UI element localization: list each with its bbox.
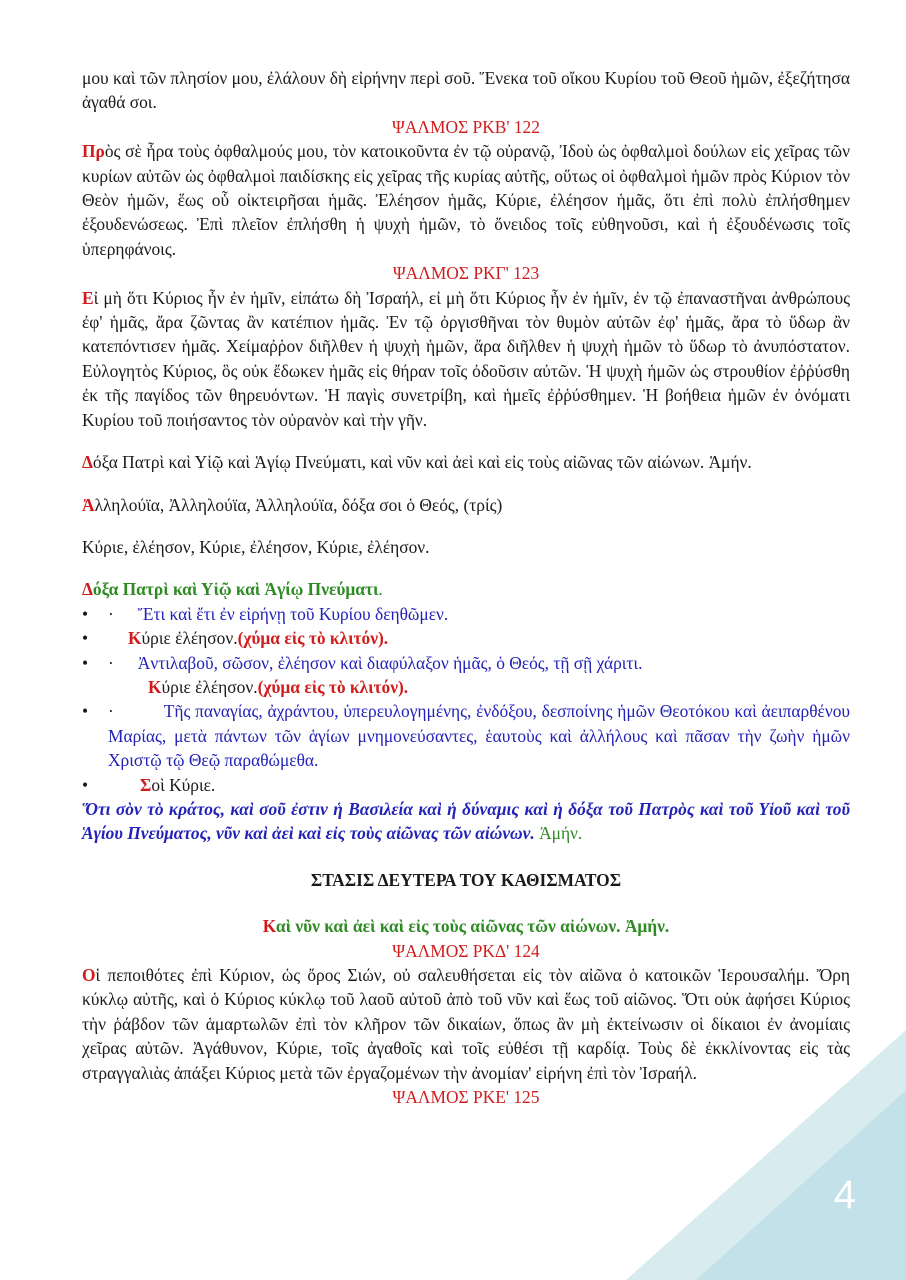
doxa-paragraph [82,450,850,474]
kai-nyn-line [82,914,850,938]
doxa-short-body: όξα Πατρὶ καὶ Υἱῷ καὶ Ἁγίῳ Πνεύματι [92,579,379,600]
initial-second-letter: ρ [95,141,105,162]
litany-mark: · [108,701,114,722]
kyrie-response: ύριε ἐλέησον. [141,628,238,649]
rubric-text: (χύμα εἰς τὸ κλιτόν). [237,628,389,649]
psalm-124-title: ΨΑΛΜΟΣ ΡΚΔ' 124 [392,940,540,961]
psalm-123-title: ΨΑΛΜΟΣ ΡΚΓ' 123 [392,263,540,284]
psalm-122-body: ὸς σὲ ἦρα τοὺς ὀφθαλμούς μου, τὸν κατοικοῦντα ἐν τῷ οὐρανῷ, Ἰδοὺ ὡς ὀφθαλμοὶ δούλων εἰς χεῖρας τῶν κυρίων αὐτῶν ὡς ὀφθαλμοὶ παιδίσκης εἰς χεῖρας τῆς κυρίας αὐτῆς, οὕτως οἱ ὀφθαλμοὶ ἡμῶν πρὸς Κύριον τὸν Θεὸν ἡμῶν, ἕως οὗ οἰκτειρῆσαι ἡμᾶς. Ἐλέησον ἡμᾶς, Κύριε, ἐλέησον ἡμᾶς, ὅτι ἐπὶ πολὺ ἐπλήσθημεν ἐξουδενώσεως. Ἐπὶ πλεῖον ἐπλήσθη ἡ ψυχὴ ἡμῶν, τὸ ὄνειδος τοῖς εὐθηνοῦσι, καὶ ἡ ἐξουδένωσις τοῖς ὑπερηφάνοις. [82,141,850,259]
doxa-body: όξα Πατρὶ καὶ Υἱῷ καὶ Ἁγίῳ Πνεύματι, καὶ νῦν καὶ ἀεὶ καὶ εἰς τοὺς αἰῶνας τῶν αἰώνων. Ἀμήν. [92,452,752,473]
litany-mark: · [108,652,114,673]
ekphonesis-text: Ὅτι σὸν τὸ κράτος, καὶ σοῦ ἐστιν ἡ Βασιλεία καὶ ἡ δύναμις καὶ ἡ δόξα τοῦ Πατρὸς καὶ τοῦ Υἱοῦ καὶ τοῦ Ἁγίου Πνεύματος, νῦν καὶ ἀεὶ καὶ εἰς τοὺς αἰῶνας τῶν αἰώνων. [82,798,850,844]
psalm-125-title: ΨΑΛΜΟΣ ΡΚΕ' 125 [392,1087,540,1108]
litany-petition: Ἔτι καὶ ἔτι ἐν εἰρήνῃ τοῦ Κυρίου δεηθῶμεν. [137,603,449,624]
doxa-short-period: . [378,579,383,600]
alleluia-line [82,493,850,517]
psalm-123-text [82,286,850,432]
page-number: 4 [833,1173,856,1217]
psalm-122-title: ΨΑΛΜΟΣ ΡΚΒ' 122 [392,116,540,137]
drop-initial: Κ [262,916,276,937]
ekphonesis-amen: Ἀμήν. [539,823,583,844]
kyrie-response-line [82,675,850,699]
litany-commemoration: Τῆς παναγίας, ἀχράντου, ὑπερευλογημένης, ἐνδόξου, δεσποίνης ἡμῶν Θεοτόκου καὶ ἀειπαρθένου Μαρίας, μετὰ πάντων τῶν ἁγίων μνημονεύσαντες, ἑαυτοὺς καὶ ἀλλήλους καὶ πᾶσαν τὴν ζωὴν ἡμῶν Χριστῷ τῷ Θεῷ παραθώμεθα. [108,701,850,771]
page-body [82,66,850,1109]
drop-initial: Δ [82,452,93,473]
drop-initial: Ο [82,965,96,985]
litany-list [82,602,850,675]
drop-initial: Ε [82,287,94,308]
drop-initial: Σ [140,774,152,795]
drop-initial: Δ [82,579,93,600]
doxa-short-line [82,577,850,601]
corner-decoration [626,1030,906,1280]
psalm-122-text [82,139,850,261]
list-item [82,651,850,675]
litany-petition: Ἀντιλαβοῦ, σῶσον, ἐλέησον καὶ διαφύλαξον ἡμᾶς, ὁ Θεός, τῇ σῇ χάριτι. [137,652,643,673]
drop-initial: Κ [128,628,142,649]
litany-mark: · [108,603,114,624]
rubric-text: (χύμα εἰς τὸ κλιτόν). [257,676,409,697]
alleluia-body: λληλούϊα, Ἀλληλούϊα, Ἀλληλούϊα, δόξα σοι ὁ Θεός, (τρίς) [94,494,503,515]
kyrie-response: ύριε ἐλέησον. [161,676,258,697]
drop-initial: Π [82,141,96,162]
stasis-heading: ΣΤΑΣΙΣ ΔΕΥΤΕΡΑ ΤΟΥ ΚΑΘΙΣΜΑΤΟΣ [310,869,622,890]
psalm-123-body: ἰ μὴ ὅτι Κύριος ἦν ἐν ἡμῖν, εἰπάτω δὴ Ἰσραήλ, εἰ μὴ ὅτι Κύριος ἦν ἐν ἡμῖν, ἐν τῷ ἐπαναστῆναι ἀνθρώπους ἐφ' ἡμᾶς, ἄρα ζῶντας ἂν κατέπιον ἡμᾶς. Ἐν τῷ ὀργισθῆναι τὸν θυμὸν αὐτῶν ἐφ' ἡμᾶς, ἄρα τὸ ὕδωρ ἂν κατεπόντισεν ἡμᾶς. Χείμαῤῥον διῆλθεν ἡ ψυχὴ ἡμῶν, ἄρα διῆλθεν ἡ ψυχὴ ἡμῶν τὸ ὕδωρ τὸ ἀνυπόστατον. Εὐλογητὸς Κύριος, ὃς οὐκ ἔδωκεν ἡμᾶς εἰς θήραν τοῖς ὀδοῦσιν αὐτῶν. Ἡ ψυχὴ ἡμῶν ὡς στρουθίον ἐῤῥύσθη ἐκ τῆς παγίδος τῶν θηρευόντων. Ἡ παγὶς συνετρίβη, καὶ ἡμεῖς ἐῤῥύσθημεν. Ἡ βοήθεια ἡμῶν ἐν ὀνόματι Κυρίου τοῦ ποιήσαντος τὸν οὐρανὸν καὶ τὴν γῆν. [82,287,850,430]
drop-initial: Κ [148,676,162,697]
intro-paragraph: μου καὶ τῶν πλησίον μου, ἐλάλουν δὴ εἰρήνην περὶ σοῦ. Ἕνεκα τοῦ οἴκου Κυρίου τοῦ Θεοῦ ἡμῶν, ἐξεζήτησα ἀγαθά σοι. [82,68,850,113]
kyrie-triple-line: Κύριε, ἐλέησον, Κύριε, ἐλέησον, Κύριε, ἐλέησον. [82,536,430,557]
psalm-124-body: ἱ πεποιθότες ἐπὶ Κύριον, ὡς ὄρος Σιών, οὐ σαλευθήσεται εἰς τὸν αἰῶνα ὁ κατοικῶν Ἱερουσαλήμ. Ὄρη κύκλῳ αὐτῆς, καὶ ὁ Κύριος κύκλῳ τοῦ λαοῦ αὐτοῦ ἀπὸ τοῦ νῦν καὶ ἕως τοῦ αἰῶνος. Ὅτι οὐκ ἀφήσει Κύριος τὴν ῥάβδον τῶν ἁμαρτωλῶν ἐπὶ τὸν κλῆρον τῶν δικαίων, ὅπως ἂν μὴ ἐκτείνωσιν οἱ δίκαιοι ἐν ἀνομίαις χεῖρας αὐτῶν. Ἀγάθυνον, Κύριε, τοῖς ἀγαθοῖς καὶ τοῖς εὐθέσι τῇ καρδίᾳ. Τοὺς δὲ ἐκκλίνοντας εἰς τὰς στραγγαλιὰς ἀπάξει Κύριος μετὰ τῶν ἐργαζομένων τὴν ἀνομίαν' εἰρήνη ἐπὶ τὸν Ἰσραήλ. [82,965,850,1083]
kai-nyn-body: αὶ νῦν καὶ ἀεὶ καὶ εἰς τοὺς αἰῶνας τῶν αἰώνων. Ἀμήν. [275,916,670,937]
list-item [82,699,850,772]
drop-initial: Ἀ [82,494,95,515]
litany-list-continued [82,699,850,797]
soi-kyrie-response: οὶ Κύριε. [151,774,216,795]
list-item [82,773,850,797]
corner-triangle-dark [696,1090,906,1280]
list-item [82,602,850,626]
list-item [82,626,850,650]
ekphonesis-paragraph [82,797,850,846]
